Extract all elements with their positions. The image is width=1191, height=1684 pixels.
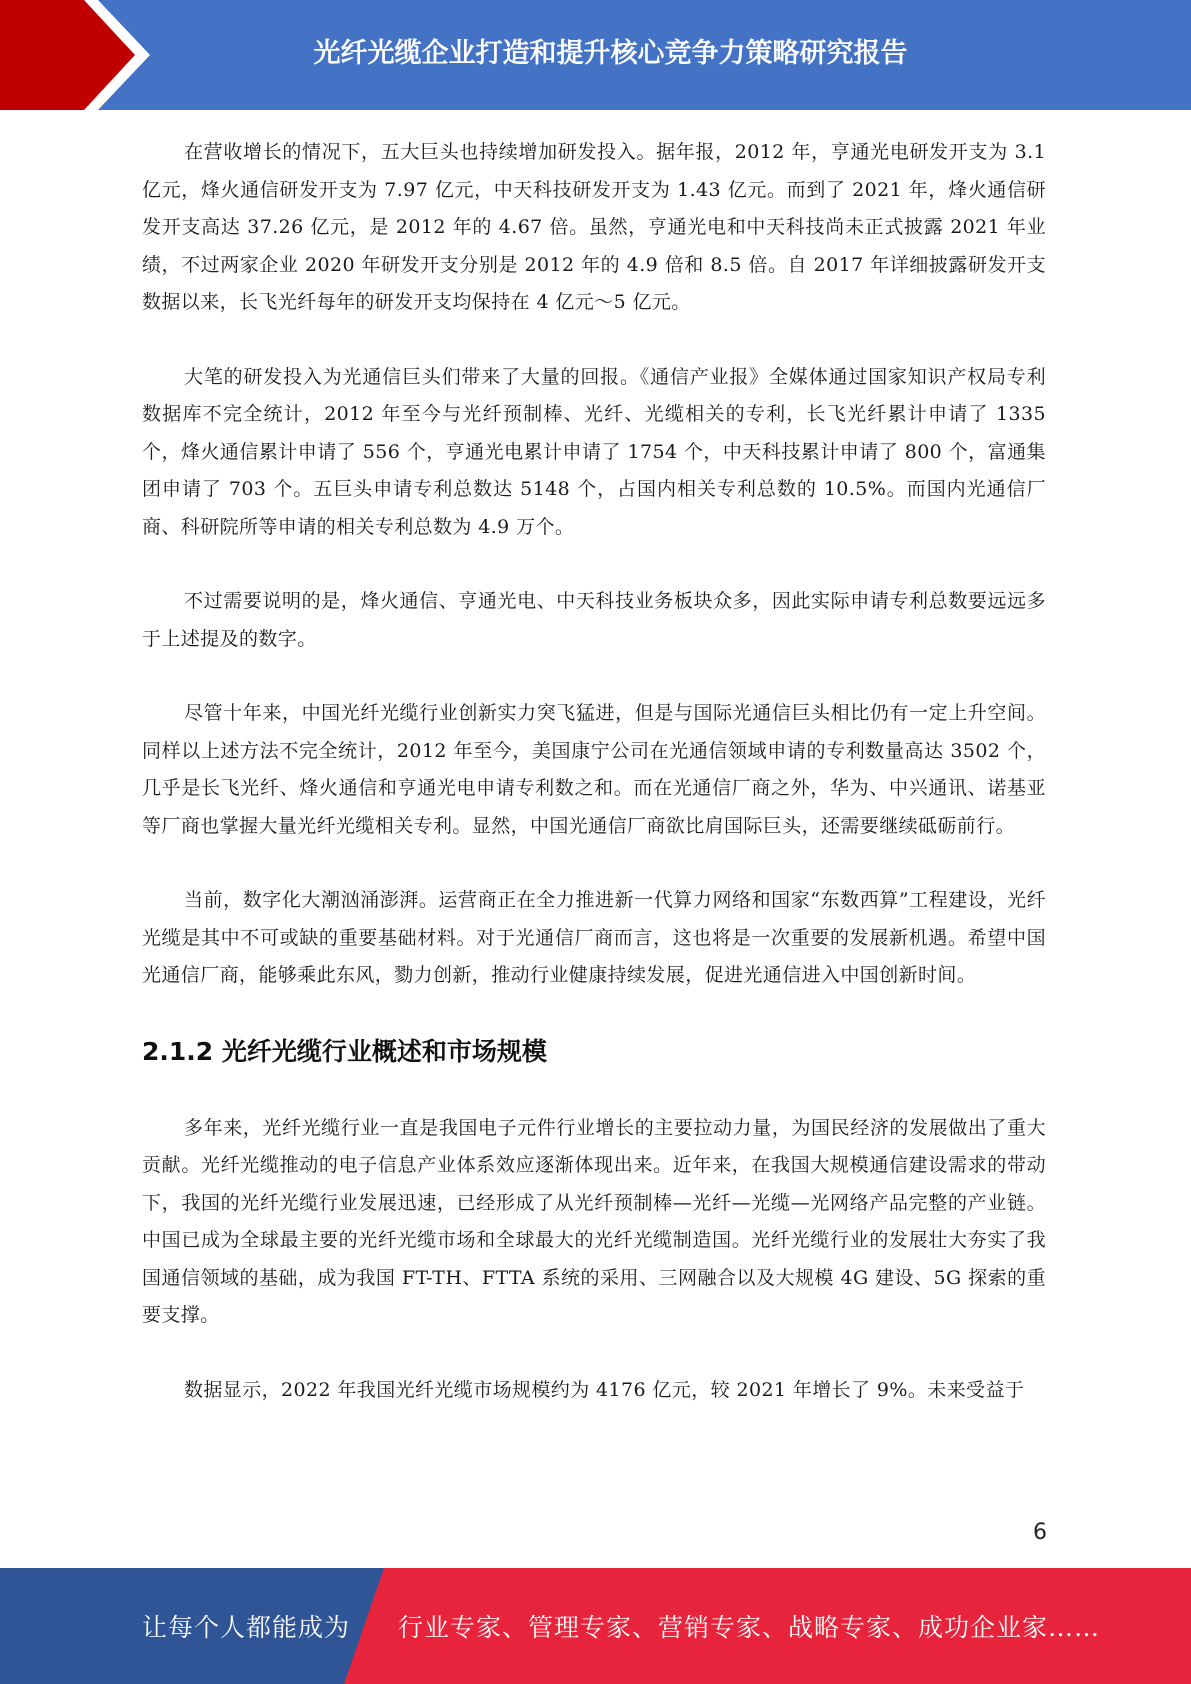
paragraph-rd-investment: 在营收增长的情况下，五大巨头也持续增加研发投入。据年报，2012 年，亨通光电研发开支为 3.1 亿元，烽火通信研发开支为 7.97 亿元，中天科技研发开支为 1.43 亿元。而到了 2021 年，烽火通信研发开支高达 37.26 亿元，是 2012 年的 4.67 倍。虽然，亨通光电和中天科技尚未正式披露 2021 年业绩，不过两家企业 2020 年研发开支分别是 2012 年的 4.9 倍和 8.5 倍。自 2017 年详细披露研发开支数据以来，长飞光纤每年的研发开支均保持在 4 亿元～5 亿元。 [142, 141, 1046, 313]
footer-slogan-left: 让每个人都能成为 [142, 1613, 351, 1642]
paragraph-patent-returns: 大笔的研发投入为光通信巨头们带来了大量的回报。《通信产业报》全媒体通过国家知识产权局专利数据库不完全统计，2012 年至今与光纤预制棒、光纤、光缆相关的专利，长飞光纤累计申请了 1335 个，烽火通信累计申请了 556 个，亨通光电累计申请了 1754 个，中天科技累计申请了 800 个，富通集团申请了 703 个。五巨头申请专利总数达 5148 个，占国内相关专利总数的 10.5%。而国内光通信厂商、科研院所等申请的相关专利总数为 4.9 万个。 [142, 365, 1046, 538]
paragraph-international-gap: 尽管十年来，中国光纤光缆行业创新实力突飞猛进，但是与国际光通信巨头相比仍有一定上升空间。同样以上述方法不完全统计，2012 年至今，美国康宁公司在光通信领域申请的专利数量高达 3502 个，几乎是长飞光纤、烽火通信和亨通光电申请专利数之和。而在光通信厂商之外，华为、中兴通讯、诺基亚等厂商也掌握大量光纤光缆相关专利。显然，中国光通信厂商欲比肩国际巨头，还需要继续砥砺前行。 [142, 702, 1046, 837]
paragraph-industry-overview: 多年来，光纤光缆行业一直是我国电子元件行业增长的主要拉动力量，为国民经济的发展做出了重大贡献。光纤光缆推动的电子信息产业体系效应逐渐体现出来。近年来，在我国大规模通信建设需求的带动下，我国的光纤光缆行业发展迅速，已经形成了从光纤预制棒—光纤—光缆—光网络产品完整的产业链。中国已成为全球最主要的光纤光缆市场和全球最大的光纤光缆制造国。光纤光缆行业的发展壮大夯实了我国通信领域的基础，成为我国 FT-TH、FTTA 系统的采用、三网融合以及大规模 4G 建设、5G 探索的重要支撑。 [142, 1116, 1046, 1326]
paragraph-market-size: 数据显示，2022 年我国光纤光缆市场规模约为 4176 亿元，较 2021 年增长了 9%。未来受益于 [184, 1378, 1025, 1401]
page-number: 6 [1033, 1520, 1047, 1545]
footer-slogan-right: 行业专家、管理专家、营销专家、战略专家、成功企业家…… [398, 1613, 1101, 1642]
document-body [142, 134, 1046, 1446]
page-header [0, 0, 1191, 110]
report-title: 光纤光缆企业打造和提升核心竞争力策略研究报告 [313, 37, 908, 69]
section-heading: 2.1.2 光纤光缆行业概述和市场规模 [142, 1036, 547, 1066]
paragraph-digital-opportunity: 当前，数字化大潮汹涌澎湃。运营商正在全力推进新一代算力网络和国家“东数西算”工程建设，光纤光缆是其中不可或缺的重要基础材料。对于光通信厂商而言，这也将是一次重要的发展新机遇。希望中国光通信厂商，能够乘此东风，勠力创新，推动行业健康持续发展，促进光通信进入中国创新时间。 [142, 889, 1046, 986]
page-footer [0, 1568, 1191, 1684]
paragraph-patent-note: 不过需要说明的是，烽火通信、亨通光电、中天科技业务板块众多，因此实际申请专利总数要远远多于上述提及的数字。 [142, 590, 1046, 650]
